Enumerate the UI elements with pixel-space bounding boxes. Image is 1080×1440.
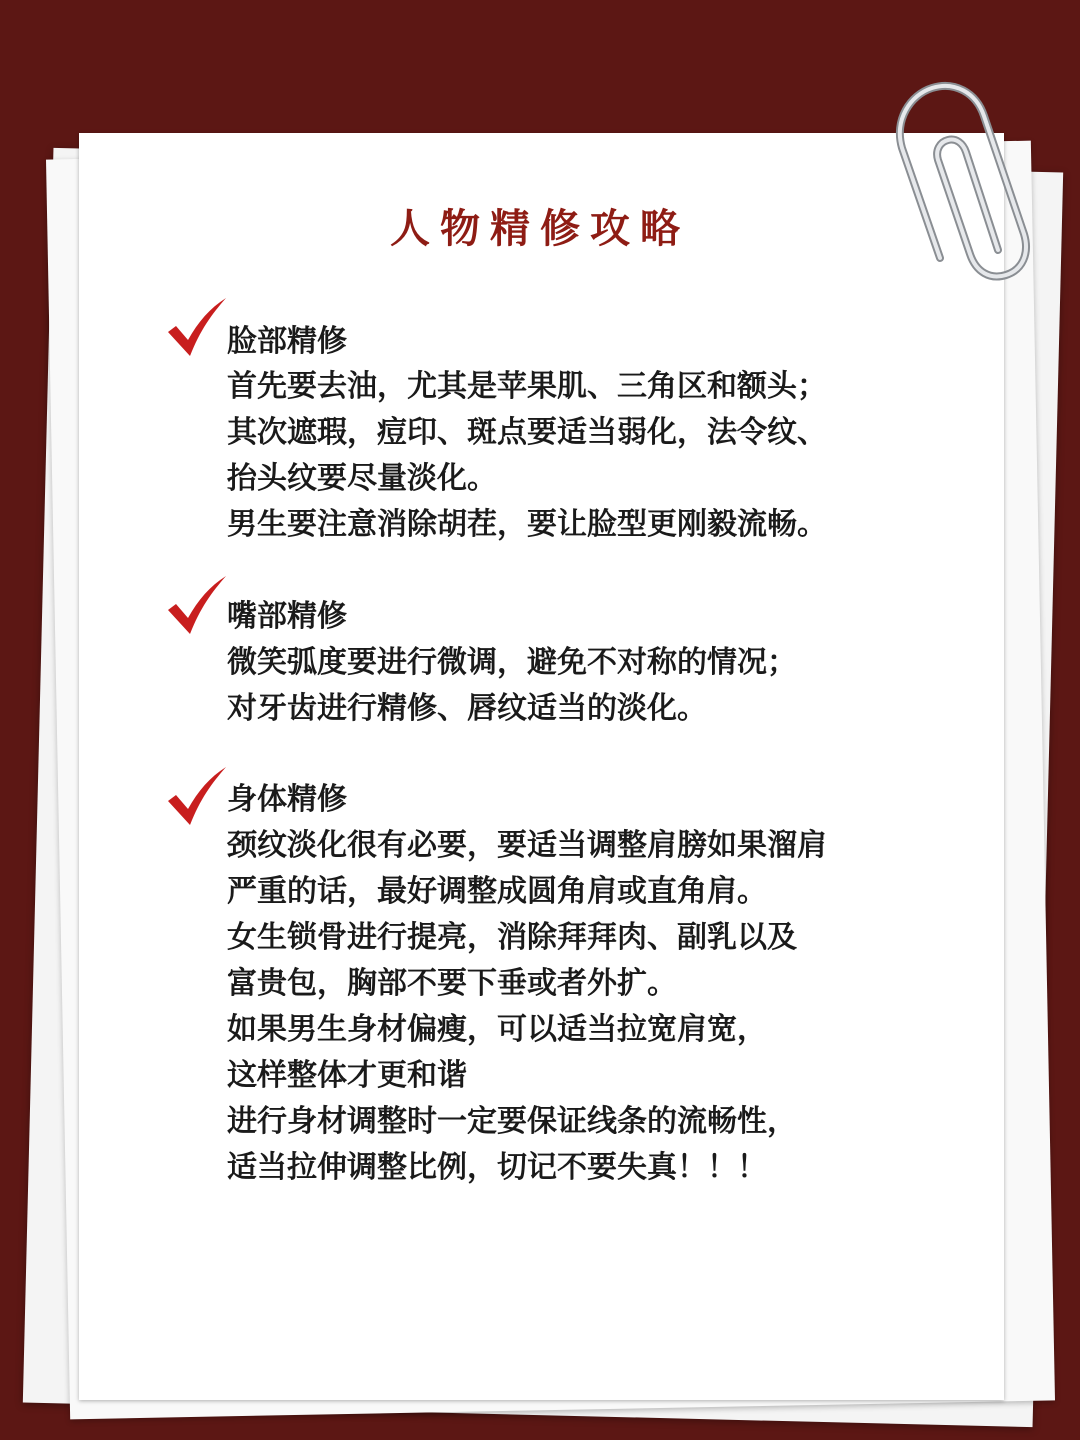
checkmark-icon [166,576,228,636]
body-line: 颈纹淡化很有必要，要适当调整肩膀如果溜肩 [227,828,827,863]
body-line: 抬头纹要尽量淡化。 [227,461,497,496]
section-body-mouth [227,640,797,732]
body-line: 严重的话，最好调整成圆角肩或直角肩。 [227,874,767,909]
checkmark-icon [166,767,228,827]
section-heading-body: 身体精修 [227,782,347,817]
body-line: 女生锁骨进行提亮，消除拜拜肉、副乳以及 [227,920,797,955]
body-line: 适当拉伸调整比例，切记不要失真！！！ [227,1150,767,1185]
section-body-face [227,364,827,548]
section-heading-face: 脸部精修 [227,324,347,359]
body-line: 其次遮瑕，痘印、斑点要适当弱化，法令纹、 [227,415,827,450]
body-line: 富贵包，胸部不要下垂或者外扩。 [227,966,677,1001]
section-body-body [227,823,827,1191]
page-title: 人物精修攻略 [390,205,690,252]
body-line: 微笑弧度要进行微调，避免不对称的情况； [227,645,797,680]
body-line: 首先要去油，尤其是苹果肌、三角区和额头； [227,369,827,404]
body-line: 这样整体才更和谐 [227,1058,467,1093]
body-line: 如果男生身材偏瘦，可以适当拉宽肩宽， [227,1012,767,1047]
section-heading-mouth: 嘴部精修 [227,599,347,634]
body-line: 进行身材调整时一定要保证线条的流畅性， [227,1104,797,1139]
body-line: 男生要注意消除胡茬，要让脸型更刚毅流畅。 [227,507,827,542]
checkmark-icon [166,298,228,358]
body-line: 对牙齿进行精修、唇纹适当的淡化。 [227,691,707,726]
